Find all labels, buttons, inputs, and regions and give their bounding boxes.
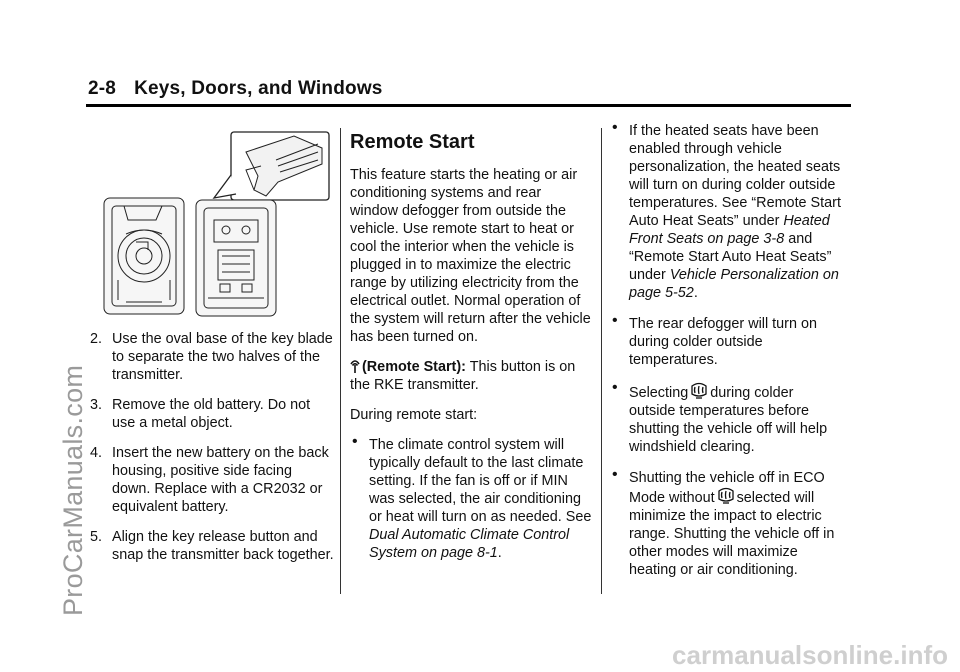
step-text: Remove the old battery. Do not use a metal object. bbox=[112, 397, 311, 431]
step-number: 3. bbox=[90, 397, 103, 413]
cross-reference: Heated Front Seats on page 3-8 bbox=[629, 213, 830, 247]
page-header bbox=[88, 78, 383, 100]
bullet-text: The climate control system will typically default to the last climate setting. If the fan is off or if MIN was selected, the air conditioning or heat will turn on as needed. See bbox=[369, 437, 592, 525]
remote-start-heading: Remote Start bbox=[350, 131, 475, 153]
section-title: Keys, Doors, and Windows bbox=[134, 78, 383, 99]
step-number: 2. bbox=[90, 331, 103, 347]
battery-steps bbox=[90, 330, 334, 576]
bullet-dot: • bbox=[352, 433, 358, 450]
remote-start-button-label: (Remote Start): bbox=[362, 359, 466, 375]
remote-start-conditions-column bbox=[610, 119, 842, 592]
bullet-dot: • bbox=[612, 466, 618, 483]
remote-start-intro: This feature starts the heating or air conditioning systems and rear window defogger from outside the vehicle. Use remote start to heat or cool the interior when the vehicle is plugged in to maximize the electric range by utilizing electricity from the electrical outlet. Normal operation of the system will return after the vehicle has been turned on. bbox=[350, 167, 591, 345]
bullet-dot: • bbox=[612, 119, 618, 136]
cross-reference: Dual Automatic Climate Control System on page 8-1 bbox=[369, 527, 570, 561]
bullet-item: • The rear defogger will turn on during colder outside temperatures. bbox=[612, 312, 817, 368]
step-number: 5. bbox=[90, 529, 103, 545]
step-text: Insert the new battery on the back housing, positive side facing down. Replace with a CR2032 or equivalent battery. bbox=[112, 445, 329, 515]
rear-defog-icon bbox=[690, 382, 708, 400]
bullet-item: • Shutting the vehicle off in ECO Mode without selected will minimize the impact to electric range. Shutting the vehicle off in other modes will maximize heating or air conditioning. bbox=[612, 466, 835, 578]
page-number: 2-8 bbox=[88, 78, 117, 99]
bottom-watermark: carmanualsonline.info bbox=[672, 640, 948, 670]
bullet-dot: • bbox=[612, 379, 618, 396]
header-rule bbox=[86, 104, 851, 107]
step-text: Use the oval base of the key blade to separate the two halves of the transmitter. bbox=[112, 331, 333, 383]
remote-start-icon bbox=[350, 359, 360, 373]
bullet-item: • If the heated seats have been enabled through vehicle personalization, the heated seats will turn on during colder outside temperatures. See “Remote Start Auto Heat Seats” under Heated Front Seats on page 3-8 and “Remote Start Auto Heat Seats” under Vehicle Personalization on page 5-52. bbox=[612, 119, 841, 301]
remote-start-button-para bbox=[350, 358, 592, 394]
transmitter-illustration bbox=[96, 130, 332, 330]
step-item bbox=[90, 396, 334, 432]
step-item bbox=[90, 330, 334, 384]
step-text: Align the key release button and snap the transmitter back together. bbox=[112, 529, 334, 563]
step-item bbox=[90, 444, 334, 516]
step-item bbox=[90, 528, 334, 564]
bullet-item: • The climate control system will typically default to the last climate setting. If the fan is off or if MIN was selected, the air conditioning or heat will turn on as needed. See Dual Automatic Climate Control System on page 8-1. bbox=[352, 433, 592, 561]
rear-defog-icon bbox=[717, 487, 735, 505]
bullet-dot: • bbox=[612, 312, 618, 329]
remote-start-column bbox=[350, 128, 592, 574]
column-divider-1 bbox=[340, 128, 341, 594]
column-divider-2 bbox=[601, 128, 602, 594]
step-number: 4. bbox=[90, 445, 103, 461]
during-remote-start-label: During remote start: bbox=[350, 407, 478, 423]
cross-reference: Vehicle Personalization on page 5-52 bbox=[629, 267, 839, 301]
side-watermark: ProCarManuals.com bbox=[58, 364, 88, 616]
bullet-item: • Selecting during colder outside temperatures before shutting the vehicle off will help windshield clearing. bbox=[612, 379, 828, 455]
remote-start-button-text: This button is on the RKE transmitter. bbox=[350, 359, 576, 393]
